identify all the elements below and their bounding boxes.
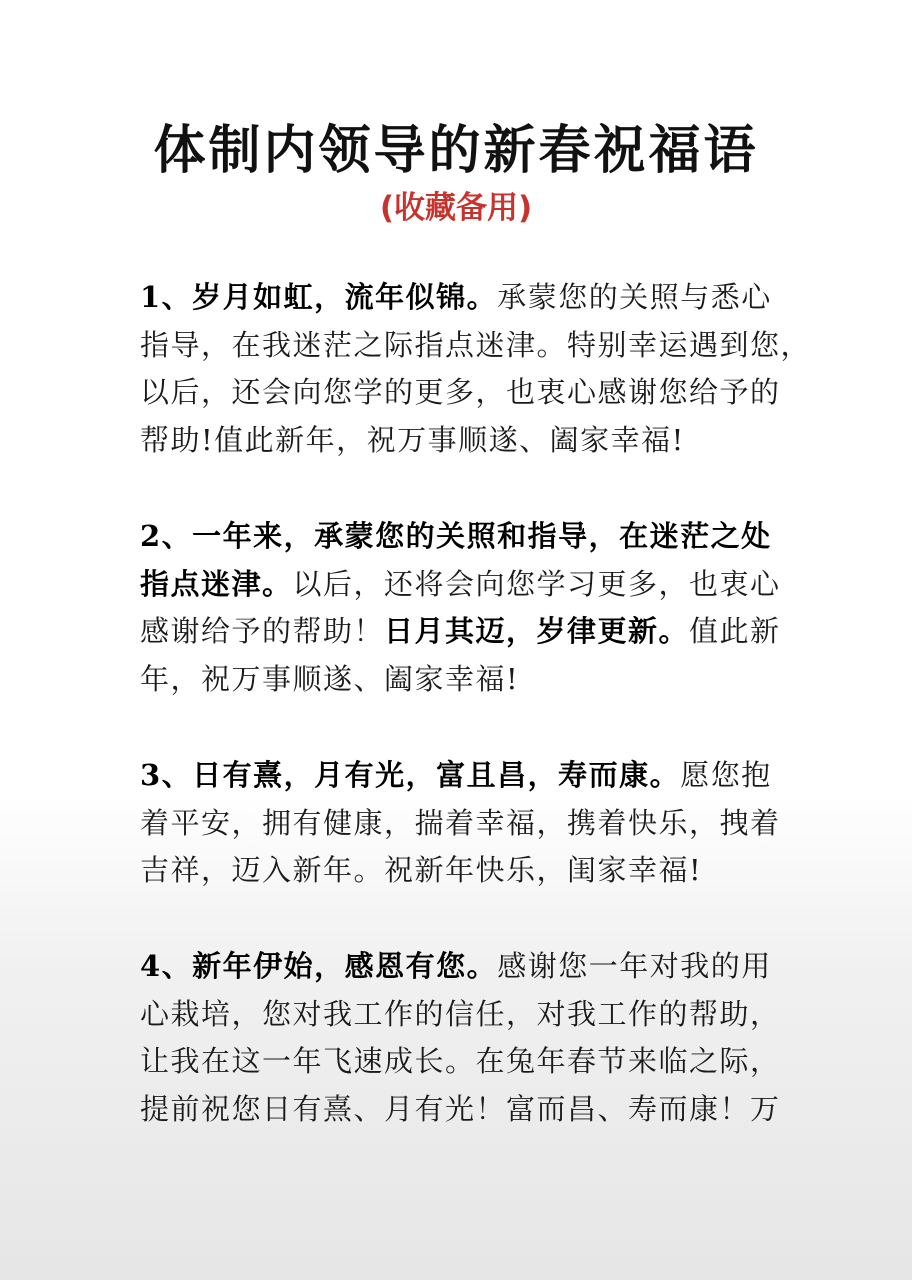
bold-text-segment: 1、岁月如虹，流年似锦。 [140, 280, 498, 314]
text-segment: 着平安，拥有健康，揣着幸福，携着快乐，拽着 [140, 805, 781, 840]
text-segment: 愿您抱 [680, 758, 772, 792]
text-segment: 让我在这一年飞速成长。在兔年春节来临之际， [140, 1044, 781, 1078]
paragraph-line [140, 800, 780, 848]
bold-text-segment: 指点迷津。 [140, 566, 293, 601]
paragraph-line [140, 322, 812, 370]
text-segment: 指导，在我迷茫之际指点迷津。特别幸运遇到您， [140, 327, 812, 362]
greeting-paragraph-4 [140, 943, 780, 1133]
paragraph-line [140, 1086, 780, 1134]
paragraph-line [140, 656, 780, 704]
bold-text-segment: 日月其迈，岁律更新。 [384, 614, 690, 648]
paragraph-line [140, 1038, 780, 1086]
paragraph-line [140, 991, 780, 1039]
page-title: 体制内领导的新春祝福语 [153, 121, 759, 181]
text-segment: 以后，还将会向您学习更多，也衷心 [292, 566, 781, 601]
text-segment: 吉祥，迈入新年。祝新年快乐，闺家幸福! [140, 853, 703, 887]
paragraph-line [140, 943, 780, 991]
paragraph-line [140, 608, 780, 656]
bold-text-segment: 3、日有熹，月有光，富且昌，寿而康。 [140, 758, 681, 792]
text-segment: 提前祝您日有熹、月有光！富而昌、寿而康！万 [140, 1091, 781, 1126]
text-segment: 感谢给予的帮助！ [140, 614, 385, 648]
text-segment: 帮助!值此新年，祝万事顺遂、阖家幸福! [140, 422, 685, 457]
paragraph-line [140, 752, 780, 800]
text-segment: 感谢您一年对我的用 [497, 949, 772, 983]
bold-text-segment: 4、新年伊始，感恩有您。 [140, 949, 498, 983]
greeting-paragraph-3 [140, 752, 780, 895]
paragraph-line [140, 417, 780, 465]
text-segment: 值此新 [689, 614, 781, 648]
paragraph-line [140, 369, 780, 417]
paragraph-line [140, 513, 780, 561]
text-segment: 以后，还会向您学的更多，也衷心感谢您给予的 [140, 375, 781, 409]
text-segment: 心栽培，您对我工作的信任，对我工作的帮助， [140, 996, 781, 1031]
greeting-paragraph-1 [140, 274, 812, 464]
greeting-paragraph-2 [140, 513, 780, 703]
page-subtitle: (收藏备用) [379, 190, 533, 226]
paragraph-line [140, 274, 780, 322]
paragraph-line [140, 561, 780, 609]
bold-text-segment: 2、一年来，承蒙您的关照和指导，在迷茫之处 [140, 519, 772, 553]
text-segment: 年，祝万事顺遂、阖家幸福! [140, 661, 520, 696]
text-segment: 承蒙您的关照与悉心 [497, 280, 772, 314]
paragraph-line [140, 847, 780, 895]
